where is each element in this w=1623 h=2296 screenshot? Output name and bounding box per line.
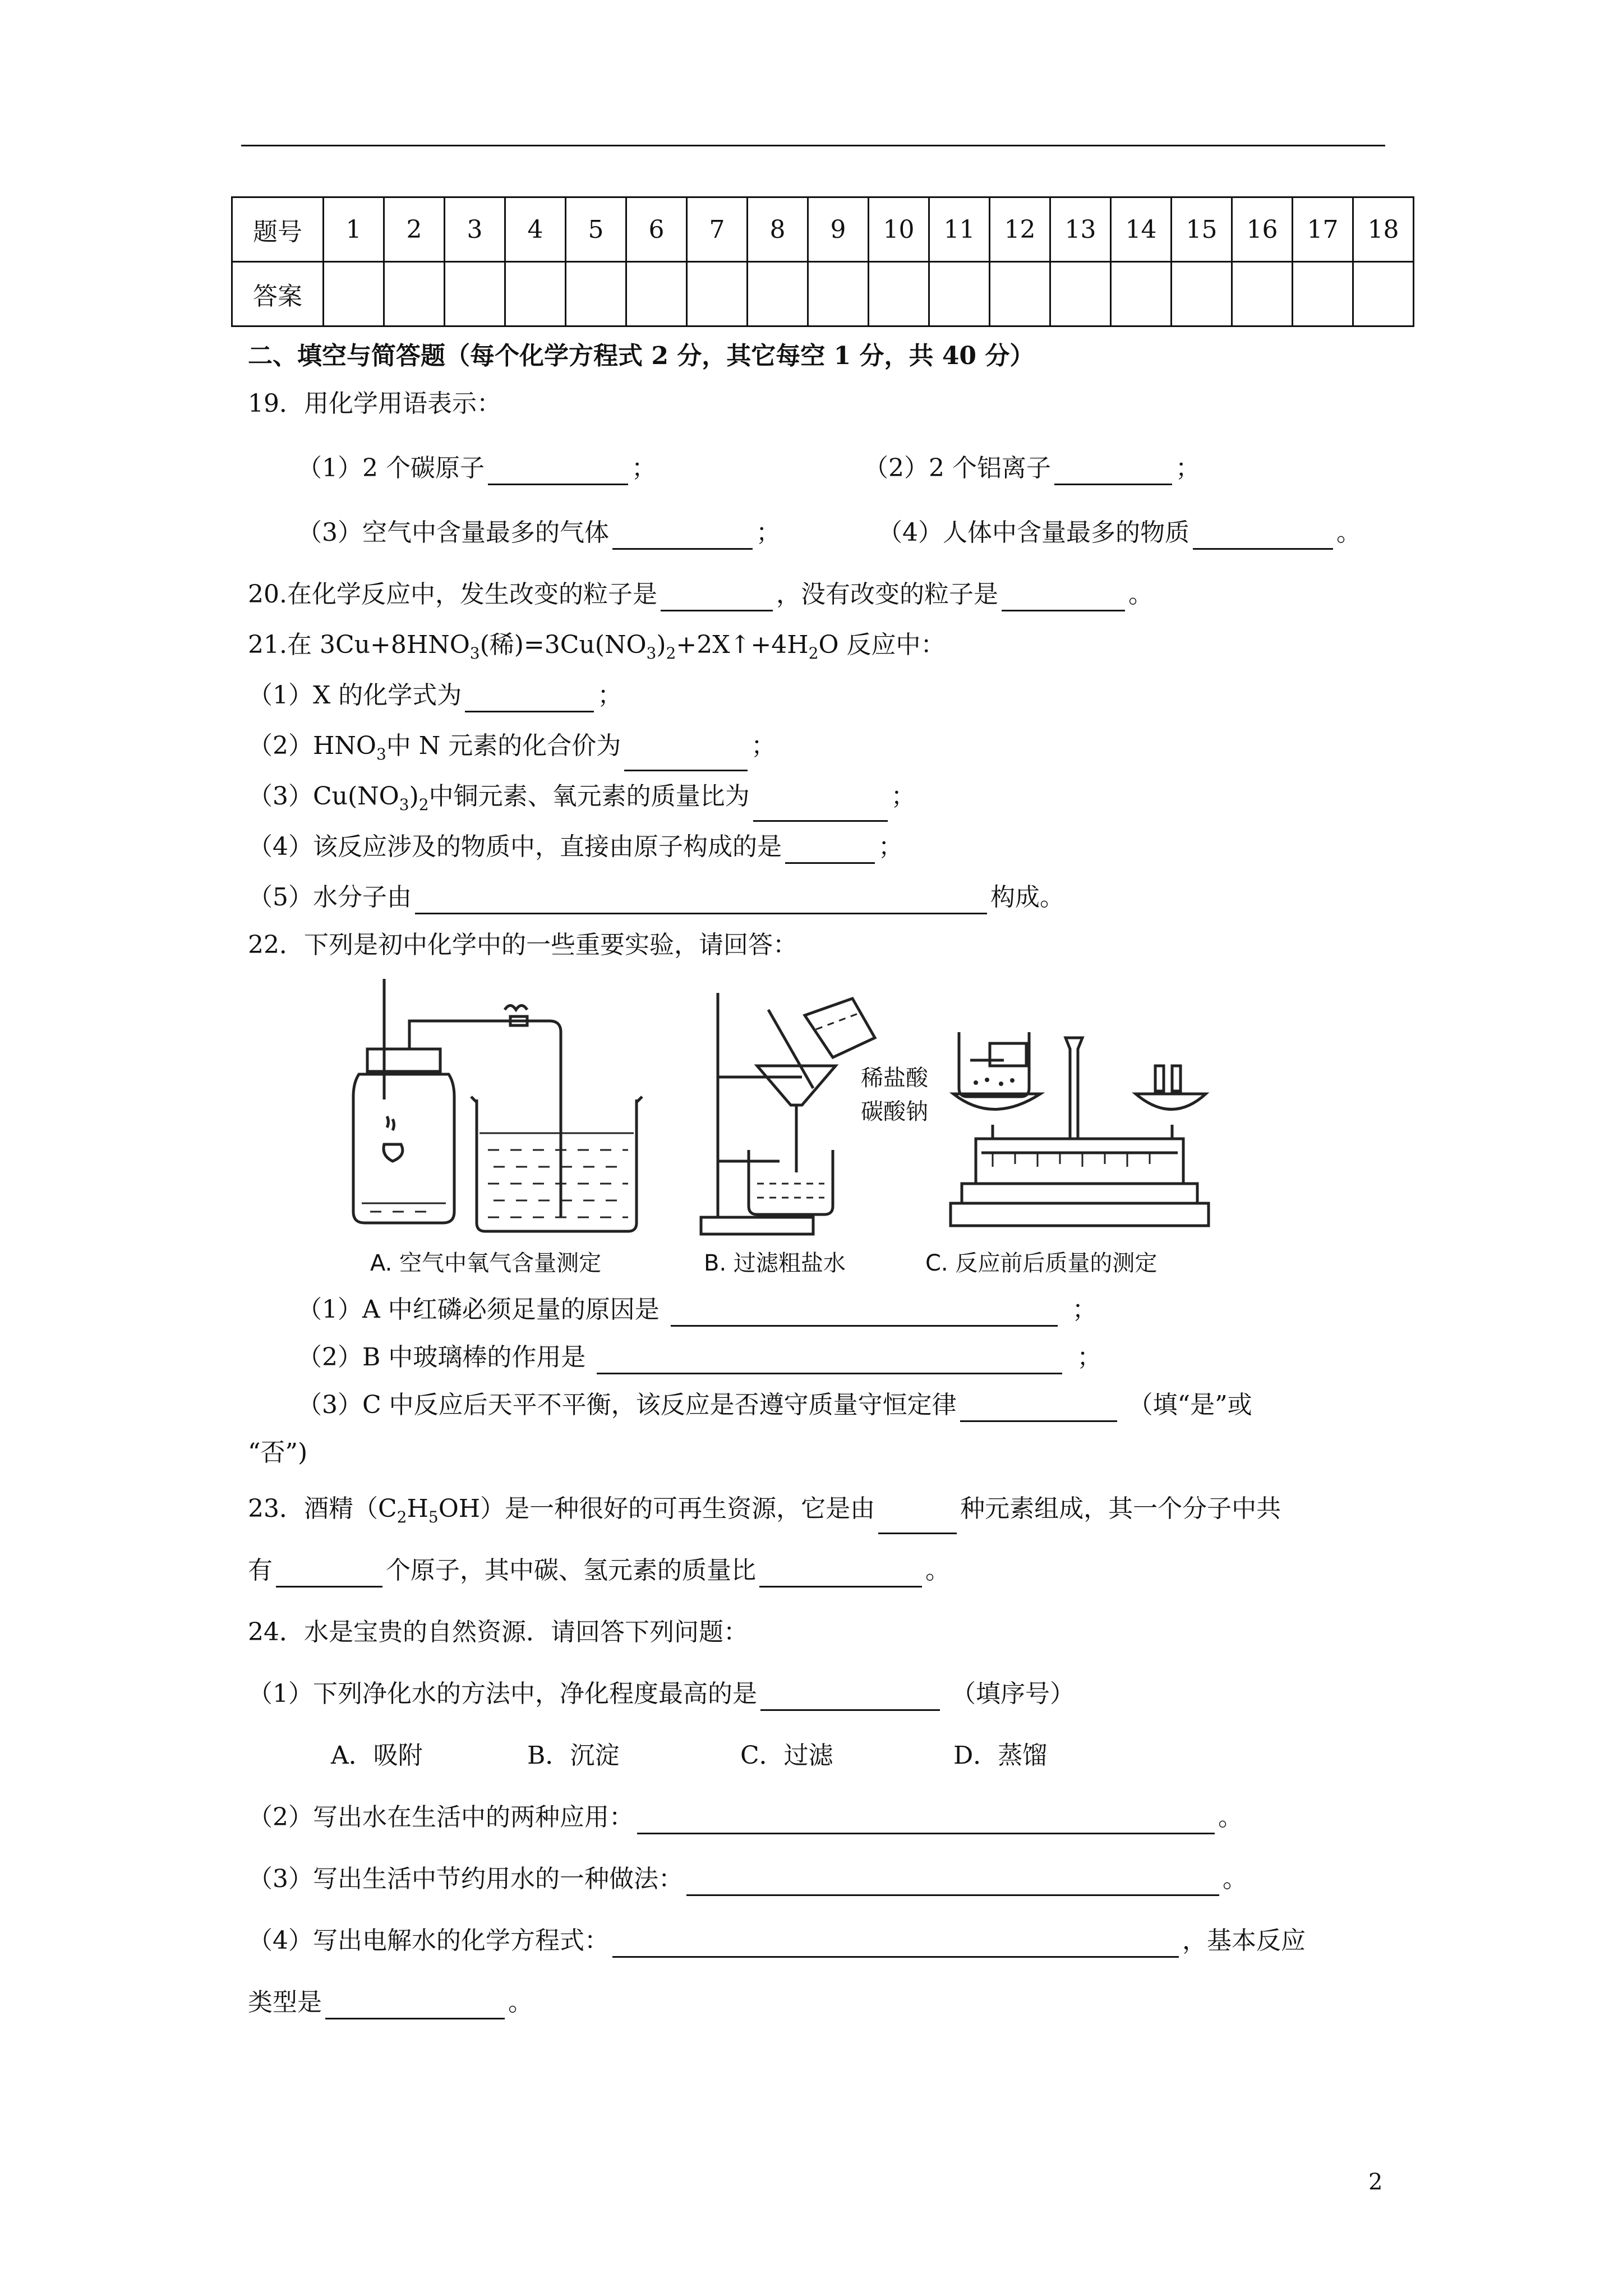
table-row [232, 262, 1414, 326]
q19-part1 [297, 452, 656, 485]
answer-blank[interactable] [415, 887, 987, 914]
q24-part2 [248, 1801, 1243, 1834]
punct: ； [631, 454, 656, 482]
q19-part4-text: （4）人体中含量最多的物质 [878, 518, 1189, 547]
q21-stem [248, 628, 946, 670]
q19-stem: 19．用化学用语表示： [248, 389, 501, 418]
punct: 。 [1336, 518, 1361, 547]
q21-part5-text: 构成。 [990, 883, 1064, 912]
question-number: 7 [687, 197, 748, 262]
punct: 。 [1128, 580, 1153, 609]
question-number: 1 [324, 197, 384, 262]
answer-cell[interactable] [687, 262, 748, 326]
answer-cell[interactable] [808, 262, 869, 326]
answer-blank[interactable] [753, 794, 888, 822]
q24-part3-text: （3）写出生活中节约用水的一种做法： [248, 1865, 683, 1893]
question-number: 17 [1293, 197, 1353, 262]
q23-text: 23．酒精（C [248, 1494, 397, 1523]
punct: ； [1077, 1343, 1102, 1372]
q24-part4-text: ，基本反应 [1182, 1926, 1306, 1955]
q24-part3 [248, 1862, 1247, 1896]
table-row-label: 答案 [232, 262, 324, 326]
q21-text: (稀)=3Cu(NO [479, 631, 647, 659]
q19-part2-text: （2）2 个铝离子 [864, 454, 1051, 482]
q19-part3-text: （3）空气中含量最多的气体 [297, 518, 609, 547]
label-sodium-carbonate: 碳酸钠 [861, 1099, 928, 1125]
q21-part4 [248, 830, 903, 864]
question-number: 2 [384, 197, 445, 262]
answer-blank[interactable] [661, 584, 773, 611]
q24-stem: 24．水是宝贵的自然资源．请回答下列问题： [248, 1618, 748, 1646]
answer-cell[interactable] [324, 262, 384, 326]
q22-part1 [297, 1293, 1097, 1327]
q22-part2 [297, 1341, 1101, 1374]
q21-part2 [248, 729, 776, 771]
answer-table [231, 196, 1414, 327]
q20-text-a: 20.在化学反应中，发生改变的粒子是 [248, 580, 657, 609]
answer-blank[interactable] [1193, 522, 1333, 550]
q21-text: 21.在 3Cu+8HNO [248, 631, 470, 659]
answer-cell[interactable] [1353, 262, 1414, 326]
answer-cell[interactable] [1232, 262, 1293, 326]
punct: 。 [1223, 1865, 1247, 1893]
table-row [232, 197, 1414, 262]
q23-text: OH）是一种很好的可再生资源，它是由 [438, 1494, 875, 1523]
caption-experiment-b: B. 过滤粗盐水 [704, 1250, 846, 1276]
answer-blank[interactable] [960, 1395, 1117, 1422]
question-number: 13 [1050, 197, 1111, 262]
q21-part3 [248, 780, 916, 822]
punct: 。 [508, 1988, 533, 2017]
q21-part3-text: （3）Cu(NO [248, 782, 399, 811]
q19-part4 [878, 516, 1361, 550]
answer-blank[interactable] [1054, 458, 1172, 485]
answer-blank[interactable] [612, 1930, 1179, 1958]
q24-option-b: B．沉淀 [527, 1741, 620, 1770]
question-number: 14 [1111, 197, 1172, 262]
punct: ； [891, 782, 916, 811]
q21-text: O 反应中： [818, 631, 946, 659]
punct: 。 [925, 1556, 950, 1585]
answer-cell[interactable] [1111, 262, 1172, 326]
punct: 。 [1218, 1803, 1243, 1832]
question-number: 5 [566, 197, 626, 262]
q22-part2-text: （2）B 中玻璃棒的作用是 [297, 1343, 586, 1372]
experiment-c-diagram [948, 1027, 1211, 1240]
q21-part2-text: （2）HNO [248, 731, 376, 760]
label-dilute-hcl: 稀盐酸 [861, 1065, 928, 1091]
q21-part3-text: 中铜元素、氧元素的质量比为 [428, 782, 750, 811]
punct: ； [878, 832, 903, 861]
subscript: 2 [418, 795, 429, 814]
question-number: 4 [505, 197, 566, 262]
answer-blank[interactable] [760, 1683, 940, 1711]
answer-cell[interactable] [748, 262, 808, 326]
q24-part1 [248, 1677, 1075, 1711]
answer-cell[interactable] [626, 262, 687, 326]
q24-part1-text: （填序号） [951, 1680, 1075, 1708]
section-title: 二、填空与简答题（每个化学方程式 2 分，其它每空 1 分，共 40 分） [248, 342, 1035, 370]
answer-blank[interactable] [325, 1992, 505, 2019]
page-number: 2 [1368, 2169, 1383, 2195]
q22-part3 [297, 1388, 1252, 1422]
punct: ； [597, 681, 623, 710]
q24-option-c: C．过滤 [740, 1741, 833, 1770]
experiment-a-diagram [336, 976, 651, 1245]
q21-text: ) [656, 631, 666, 659]
q20 [248, 578, 1153, 611]
q19-part3 [297, 516, 781, 550]
subscript: 3 [376, 744, 386, 763]
question-number: 6 [626, 197, 687, 262]
answer-cell[interactable] [1050, 262, 1111, 326]
q23-text: H [407, 1494, 428, 1523]
answer-blank[interactable] [878, 1507, 957, 1534]
q22-part3-text: （3）C 中反应后天平不平衡，该反应是否遵守质量守恒定律 [297, 1391, 957, 1419]
punct: ； [756, 518, 781, 547]
question-number: 8 [748, 197, 808, 262]
subscript: 2 [666, 643, 676, 662]
subscript: 2 [808, 643, 819, 662]
q19-part2 [864, 452, 1200, 485]
q23-text: 个原子，其中碳、氢元素的质量比 [386, 1556, 756, 1585]
q21-part4-text: （4）该反应涉及的物质中，直接由原子构成的是 [248, 832, 782, 861]
q22-part1-text: （1）A 中红磷必须足量的原因是 [297, 1295, 660, 1324]
q24-part4-cont [248, 1986, 533, 2019]
q24-part4-text: 类型是 [248, 1988, 322, 2017]
q24-part4-text: （4）写出电解水的化学方程式： [248, 1926, 609, 1955]
q20-text-b: ，没有改变的粒子是 [776, 580, 998, 609]
answer-blank[interactable] [759, 1560, 922, 1588]
answer-blank[interactable] [612, 522, 753, 550]
answer-cell[interactable] [990, 262, 1050, 326]
q24-option-d: D．蒸馏 [953, 1741, 1048, 1770]
answer-blank[interactable] [276, 1560, 382, 1588]
question-number: 16 [1232, 197, 1293, 262]
answer-cell[interactable] [566, 262, 626, 326]
punct: ； [1175, 454, 1200, 482]
table-row-label: 题号 [232, 197, 324, 262]
q22-part3-cont: “否”) [248, 1438, 308, 1467]
answer-blank[interactable] [488, 458, 628, 485]
answer-blank[interactable] [637, 1807, 1215, 1834]
q23-line1 [248, 1492, 1281, 1534]
punct: ； [1072, 1295, 1097, 1324]
answer-blank[interactable] [624, 744, 748, 771]
question-number: 11 [929, 197, 990, 262]
subscript: 3 [469, 643, 480, 662]
subscript: 3 [399, 795, 409, 814]
question-number: 10 [869, 197, 929, 262]
answer-blank[interactable] [785, 836, 875, 864]
q21-part5 [248, 881, 1064, 914]
q21-text: +2X↑+4H [676, 631, 809, 659]
answer-cell[interactable] [869, 262, 929, 326]
question-number: 15 [1172, 197, 1232, 262]
q21-part1 [248, 679, 622, 712]
header-rule [241, 145, 1385, 146]
q21-part5-text: （5）水分子由 [248, 883, 412, 912]
q24-part2-text: （2）写出水在生活中的两种应用： [248, 1803, 634, 1832]
answer-cell[interactable] [445, 262, 505, 326]
q24-part1-text: （1）下列净化水的方法中，净化程度最高的是 [248, 1680, 757, 1708]
q23-text: 有 [248, 1556, 273, 1585]
q21-part2-text: 中 N 元素的化合价为 [386, 731, 621, 760]
answer-cell[interactable] [505, 262, 566, 326]
answer-blank[interactable] [1002, 584, 1125, 611]
answer-cell[interactable] [1172, 262, 1232, 326]
answer-blank[interactable] [465, 685, 594, 712]
q23-line2 [248, 1554, 950, 1588]
question-number: 12 [990, 197, 1050, 262]
q24-part4 [248, 1924, 1306, 1958]
q21-part1-text: （1）X 的化学式为 [248, 681, 462, 710]
answer-cell[interactable] [929, 262, 990, 326]
q22-stem: 22．下列是初中化学中的一些重要实验，请回答： [248, 931, 797, 959]
answer-blank[interactable] [597, 1347, 1062, 1374]
punct: ； [751, 731, 776, 760]
answer-cell[interactable] [1293, 262, 1353, 326]
q24-option-a: A．吸附 [331, 1741, 423, 1770]
caption-experiment-c: C. 反应前后质量的测定 [925, 1250, 1158, 1276]
subscript: 3 [646, 643, 657, 662]
caption-experiment-a: A. 空气中氧气含量测定 [370, 1250, 602, 1276]
subscript: 2 [396, 1507, 407, 1526]
answer-blank[interactable] [686, 1869, 1219, 1896]
question-number: 18 [1353, 197, 1414, 262]
answer-cell[interactable] [384, 262, 445, 326]
q19-part1-text: （1）2 个碳原子 [297, 454, 485, 482]
subscript: 5 [428, 1507, 439, 1526]
q21-part3-text: ) [409, 782, 419, 811]
question-number: 3 [445, 197, 505, 262]
question-number: 9 [808, 197, 869, 262]
q23-text: 种元素组成，其一个分子中共 [960, 1494, 1281, 1523]
q22-part3-text: （填“是”或 [1128, 1391, 1252, 1419]
answer-blank[interactable] [671, 1299, 1058, 1327]
